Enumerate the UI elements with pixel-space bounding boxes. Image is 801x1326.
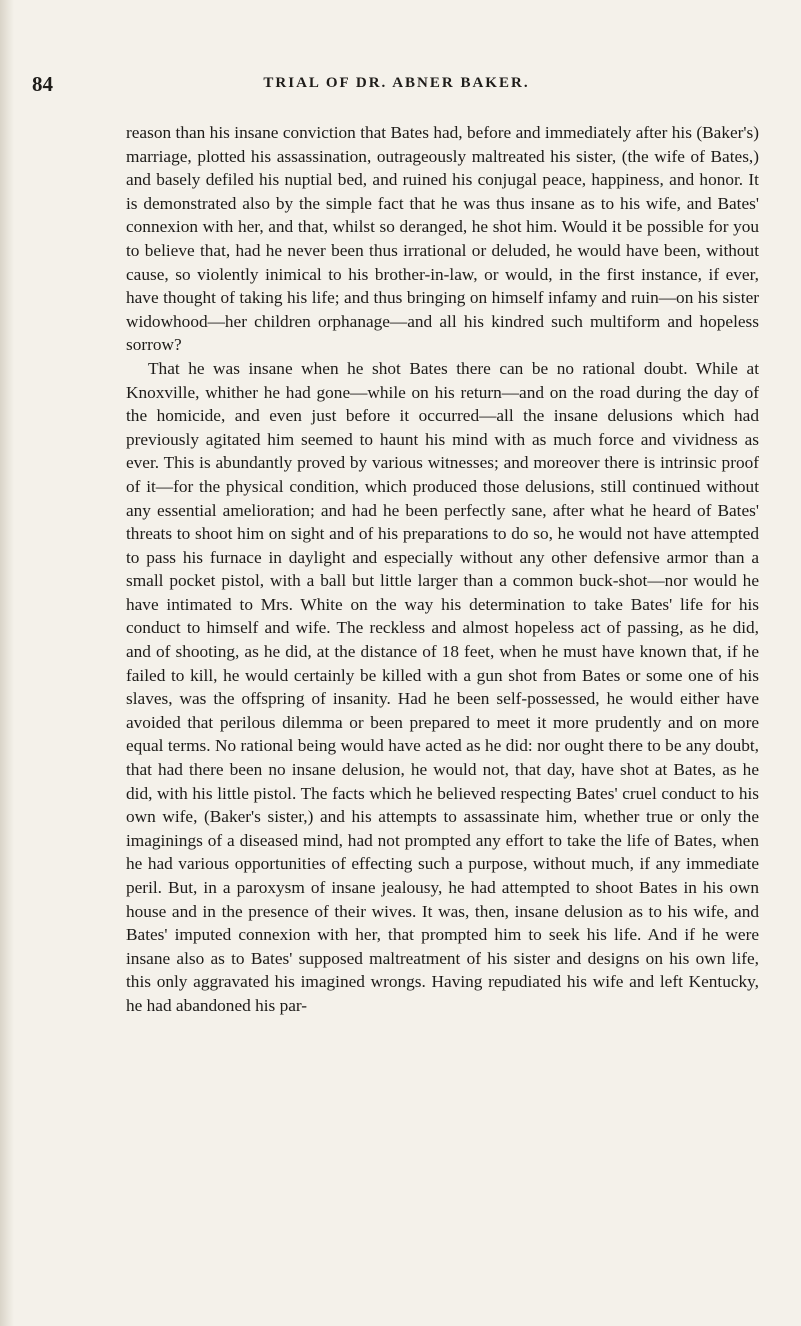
paragraph-continuation: reason than his insane conviction that Bates had, before and immediately after his (Baker's) marriage, plotted his assassination, outrageously maltreated his sister, (the wife of Bates,) and basely defiled his nuptial bed, and ruined his conjugal peace, happiness, and honor. It is demonstrated also by the simple fact that he was thus insane as to his wife, and Bates' connexion with her, and that, whilst so deranged, he shot him. Would it be possible for you to believe that, had he never been thus irrational or deluded, he would have been, without cause, so violently inimical to his brother-in-law, or would, in the first instance, if ever, have thought of taking his life; and thus bringing on himself infamy and ruin—on his sister widowhood—her children orphanage—and all his kindred such multiform and hopeless sorrow?: [126, 123, 759, 355]
body-text: [126, 121, 759, 1018]
paragraph-insanity-argument: That he was insane when he shot Bates there can be no rational doubt. While at Knoxville, whither he had gone—while on his return—and on the road during the day of the homicide, and even just before it occurred—all the insane delusions which had previously agitated him seemed to haunt his mind with as much force and vividness as ever. This is abundantly proved by various witnesses; and moreover there is intrinsic proof of it—for the physical condition, which produced those delusions, still continued without any essential amelioration; and had he been perfectly sane, after what he heard of Bates' threats to shoot him on sight and of his preparations to do so, he would not have attempted to pass his furnace in daylight and especially without any other defensive armor than a small pocket pistol, with a ball but little larger than a common buck-shot—nor would he have intimated to Mrs. White on the way his determination to take Bates' life for his conduct to himself and wife. The reckless and almost hopeless act of passing, as he did, and of shooting, as he did, at the distance of 18 feet, when he must have known that, if he failed to kill, he would certainly be killed with a gun shot from Bates or some one of his slaves, was the offspring of insanity. Had he been self-possessed, he would either have avoided that perilous dilemma or been prepared to meet it more prudently and on more equal terms. No rational being would have acted as he did: nor ought there to be any doubt, that had there been no insane delusion, he would not, that day, have shot at Bates, as he did, with his little pistol. The facts which he believed respecting Bates' cruel conduct to his own wife, (Baker's sister,) and his attempts to assassinate him, whether true or only the imaginings of a diseased mind, had not prompted any effort to take the life of Bates, when he had various opportunities of effecting such a purpose, without much, if any immediate peril. But, in a paroxysm of insane jealousy, he had attempted to shoot Bates in his own house and in the presence of their wives. It was, then, insane delusion as to his wife, and Bates' imputed connexion with her, that prompted him to seek his life. And if he were insane also as to Bates' supposed maltreatment of his sister and designs on his own life, this only aggravated his imagined wrongs. Having repudiated his wife and left Kentucky, he had abandoned his par-: [126, 358, 759, 1015]
running-title: TRIAL OF DR. ABNER BAKER.: [263, 75, 530, 91]
page-edge-shadow: [0, 0, 14, 1326]
page-header: [32, 72, 761, 96]
page-number: 84: [32, 72, 53, 96]
